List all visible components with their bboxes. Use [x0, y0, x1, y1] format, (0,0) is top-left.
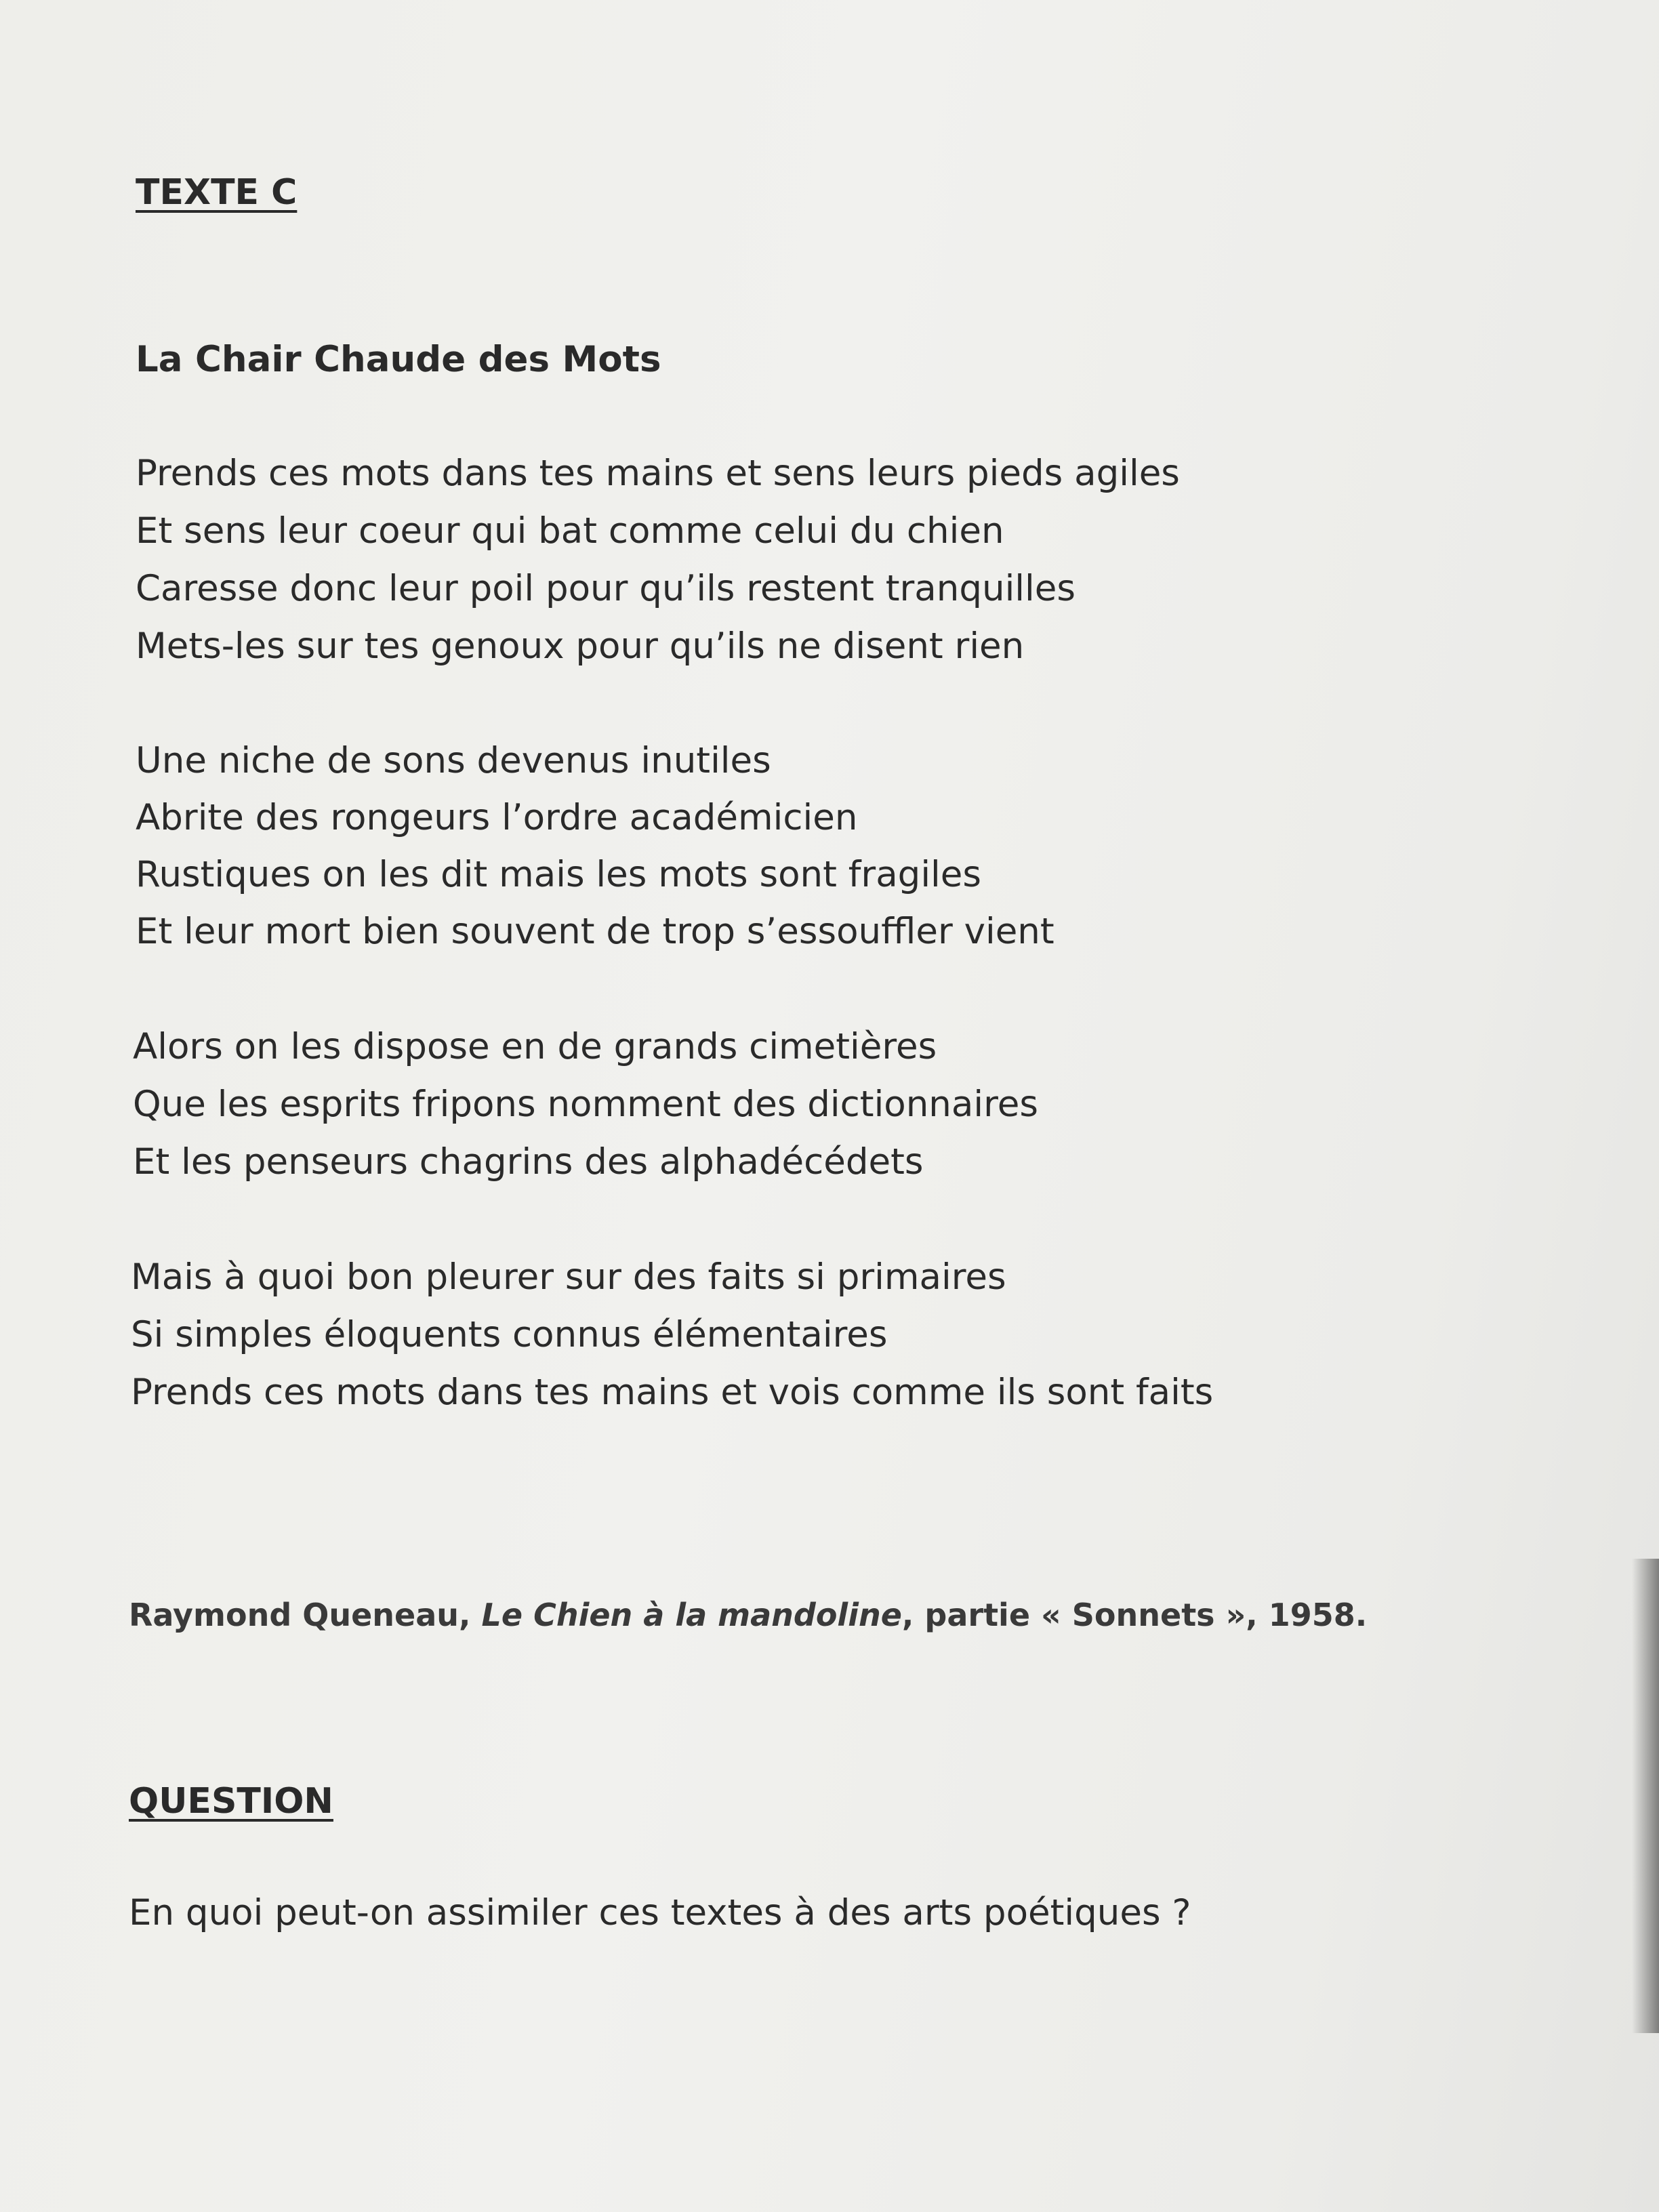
poem-line: Prends ces mots dans tes mains et vois comme ils sont faits — [131, 1372, 1214, 1413]
question-label: QUESTION — [129, 1781, 333, 1822]
page-edge-shadow — [1632, 1559, 1659, 2033]
poem-line: Si simples éloquents connus élémentaires — [131, 1314, 888, 1355]
section-label: TEXTE C — [136, 172, 298, 213]
poem-line: Alors on les dispose en de grands cimetières — [133, 1026, 937, 1067]
poem-line: Rustiques on les dit mais les mots sont fragiles — [136, 854, 981, 895]
poem-line: Et leur mort bien souvent de trop s’essouffler vient — [136, 911, 1054, 952]
poem-line: Et les penseurs chagrins des alphadécédets — [133, 1141, 924, 1183]
poem-title: La Chair Chaude des Mots — [136, 339, 661, 380]
poem-line: Mais à quoi bon pleurer sur des faits si primaires — [131, 1256, 1006, 1298]
citation-author: Raymond Queneau, — [129, 1597, 482, 1633]
question-text: En quoi peut-on assimiler ces textes à des arts poétiques ? — [129, 1892, 1191, 1933]
poem-line: Que les esprits fripons nomment des dictionnaires — [133, 1084, 1038, 1125]
poem-line: Mets-les sur tes genoux pour qu’ils ne disent rien — [136, 626, 1025, 667]
poem-line: Abrite des rongeurs l’ordre académicien — [136, 797, 858, 838]
citation-work: Le Chien à la mandoline — [481, 1597, 902, 1633]
poem-line: Et sens leur coeur qui bat comme celui du chien — [136, 510, 1004, 552]
poem-line: Caresse donc leur poil pour qu’ils restent tranquilles — [136, 568, 1076, 609]
citation — [129, 1599, 1367, 1631]
poem-line: Une niche de sons devenus inutiles — [136, 740, 771, 781]
poem-line: Prends ces mots dans tes mains et sens leurs pieds agiles — [136, 453, 1180, 494]
citation-details: , partie « Sonnets », 1958. — [901, 1597, 1368, 1633]
